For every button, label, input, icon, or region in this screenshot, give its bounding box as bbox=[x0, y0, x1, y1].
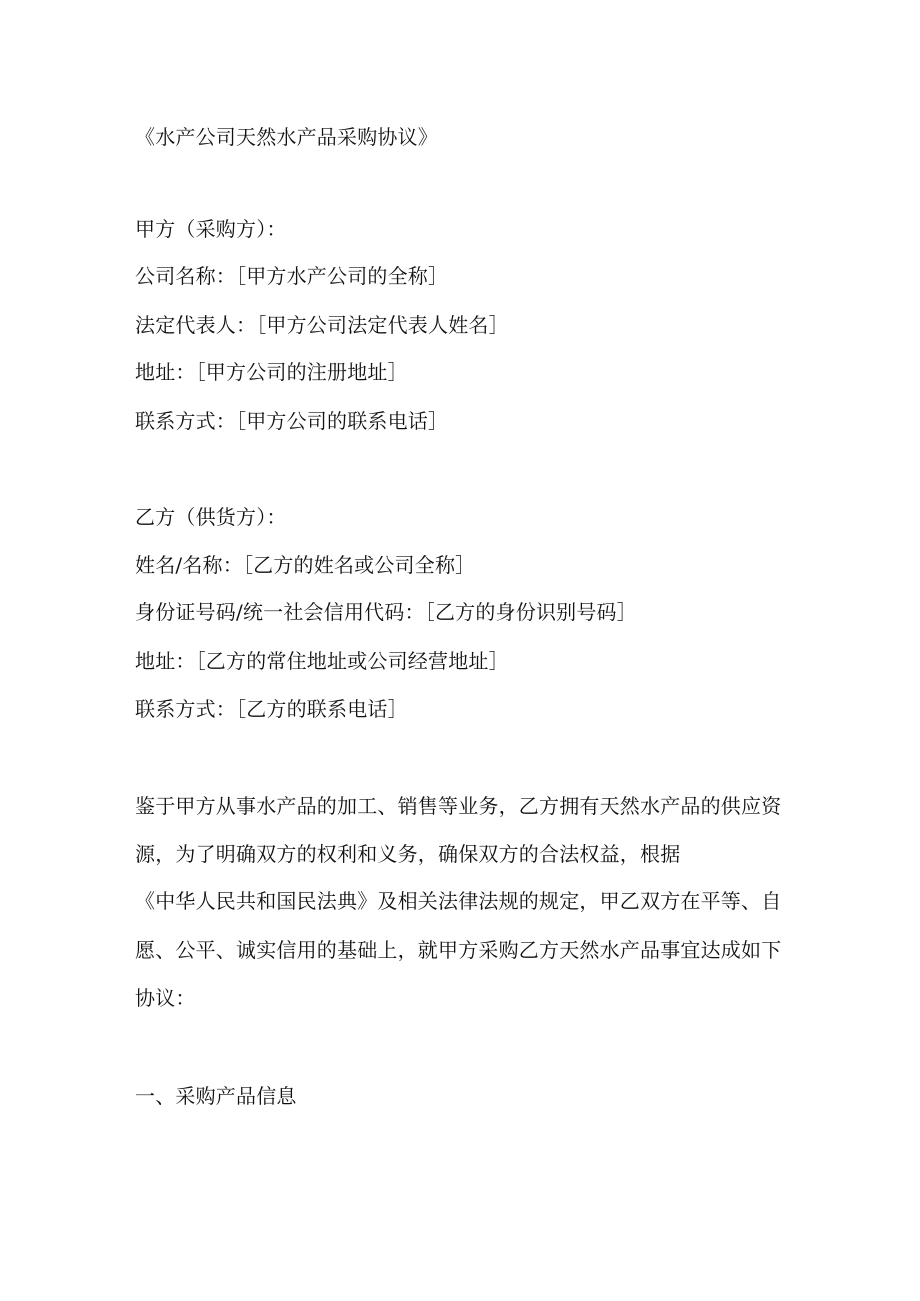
party-b-address: 地址：［乙方的常住地址或公司经营地址］ bbox=[135, 649, 509, 673]
party-a-contact: 联系方式：［甲方公司的联系电话］ bbox=[135, 409, 449, 433]
party-b-id-number: 身份证号码/统一社会信用代码：［乙方的身份识别号码］ bbox=[135, 600, 637, 624]
party-a-legal-representative: 法定代表人：［甲方公司法定代表人姓名］ bbox=[135, 313, 509, 337]
recital-line: 愿、公平、诚实信用的基础上，就甲方采购乙方天然水产品事宜达成如下 bbox=[135, 938, 782, 962]
recital-line: 《中华人民共和国民法典》及相关法律法规的规定，甲乙双方在平等、自 bbox=[135, 889, 782, 913]
party-a-company-name: 公司名称：［甲方水产公司的全称］ bbox=[135, 264, 449, 288]
recital-line: 鉴于甲方从事水产品的加工、销售等业务，乙方拥有天然水产品的供应资 bbox=[135, 794, 782, 818]
party-a-heading: 甲方（采购方）： bbox=[135, 217, 287, 241]
party-a-address: 地址：［甲方公司的注册地址］ bbox=[135, 360, 408, 384]
party-b-contact: 联系方式：［乙方的联系电话］ bbox=[135, 697, 408, 721]
document-title: 《水产公司天然水产品采购协议》 bbox=[135, 125, 438, 149]
recital-line: 协议： bbox=[135, 986, 196, 1010]
section-heading-procurement-product-info: 一、采购产品信息 bbox=[135, 1084, 297, 1108]
recital-line: 源，为了明确双方的权利和义务，确保双方的合法权益，根据 bbox=[135, 842, 681, 866]
party-b-heading: 乙方（供货方）： bbox=[135, 505, 287, 529]
party-b-name: 姓名/名称：［乙方的姓名或公司全称］ bbox=[135, 553, 476, 577]
